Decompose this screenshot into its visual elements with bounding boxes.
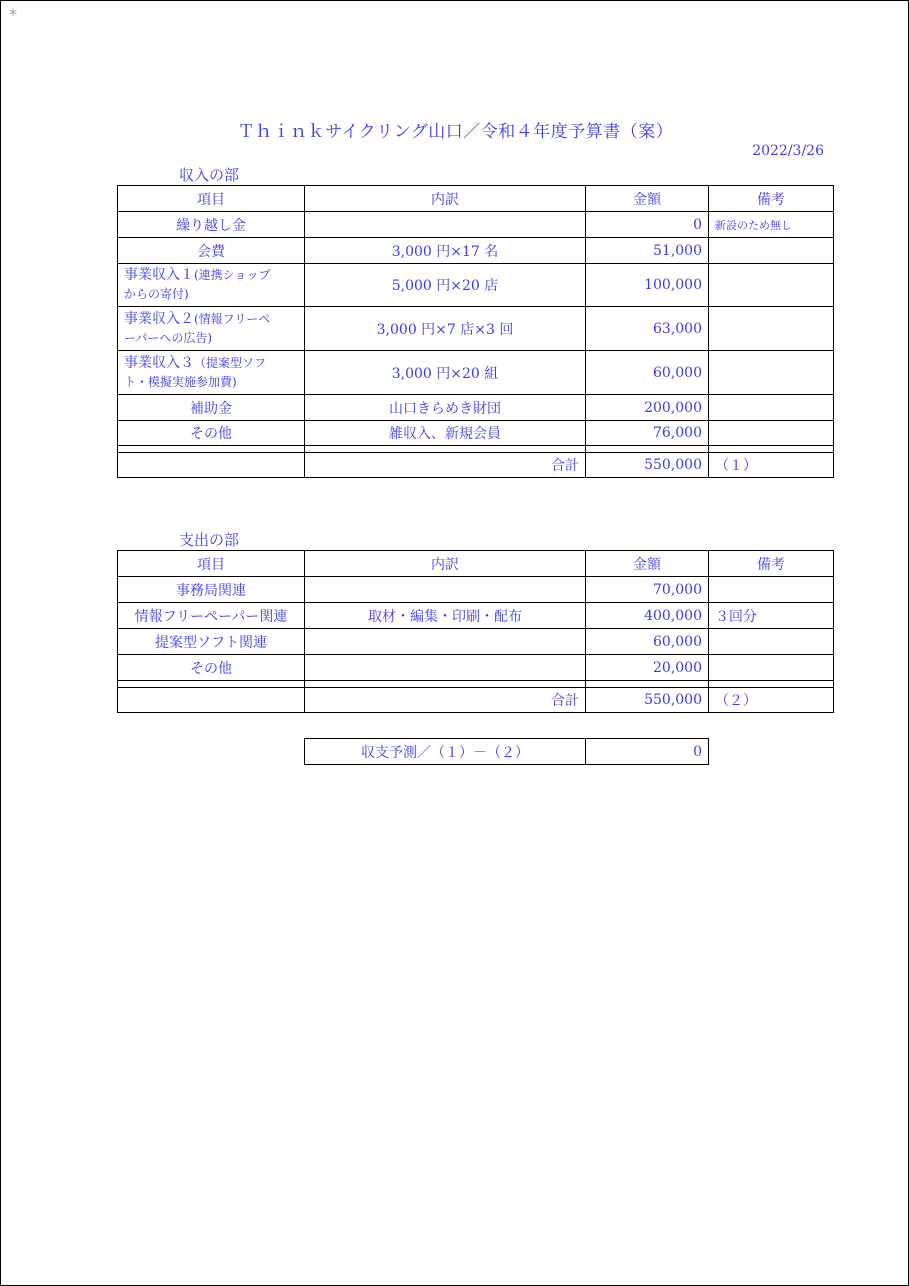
row-note [709, 238, 834, 264]
row-item: 繰り越し金 [118, 212, 305, 238]
header-note: 備考 [709, 186, 834, 212]
row-detail: 山口きらめき財団 [305, 395, 586, 421]
row-amount: 200,000 [586, 395, 709, 421]
row-detail: 3,000 円×17 名 [305, 238, 586, 264]
row-note [709, 629, 834, 655]
table-row [118, 307, 834, 351]
header-note: 備考 [709, 551, 834, 577]
row-item: 事業収入１(連携ショップ からの寄付) [118, 264, 305, 307]
expense-table [117, 550, 834, 713]
header-amount: 金額 [586, 551, 709, 577]
row-note [709, 307, 834, 351]
row-detail: 雑収入、新規会員 [305, 421, 586, 446]
total-note: （１） [709, 453, 834, 478]
table-row [118, 264, 834, 307]
row-amount: 60,000 [586, 629, 709, 655]
row-amount: 63,000 [586, 307, 709, 351]
total-label: 合計 [305, 688, 586, 713]
document-title: Ｔｈｉｎｋサイクリング山口／令和４年度予算書（案） [237, 122, 674, 142]
row-item: その他 [118, 655, 305, 681]
row-note: 新設のため無し [709, 212, 834, 238]
row-note [709, 264, 834, 307]
row-item: 事業収入３（提案型ソフ ト・模擬実施参加費) [118, 351, 305, 395]
row-note [709, 351, 834, 395]
row-amount: 76,000 [586, 421, 709, 446]
balance-table [304, 738, 709, 765]
income-total-row [118, 453, 834, 478]
total-amount: 550,000 [586, 453, 709, 478]
row-amount: 20,000 [586, 655, 709, 681]
table-row [118, 629, 834, 655]
table-row [118, 351, 834, 395]
row-amount: 70,000 [586, 577, 709, 603]
table-row [118, 577, 834, 603]
row-amount: 51,000 [586, 238, 709, 264]
balance-label: 収支予測／（１）－（２） [305, 739, 586, 765]
row-item: その他 [118, 421, 305, 446]
row-item: 事業収入２(情報フリーペ ーパーへの広告) [118, 307, 305, 351]
expense-total-row [118, 688, 834, 713]
balance-row [305, 739, 709, 765]
table-row [118, 395, 834, 421]
table-row [118, 212, 834, 238]
row-detail [305, 212, 586, 238]
row-note: ３回分 [709, 603, 834, 629]
row-amount: 400,000 [586, 603, 709, 629]
total-note: （２） [709, 688, 834, 713]
header-detail: 内訳 [305, 186, 586, 212]
corner-mark: * [9, 5, 17, 24]
row-amount: 0 [586, 212, 709, 238]
income-header-row [118, 186, 834, 212]
header-amount: 金額 [586, 186, 709, 212]
row-item: 事務局関連 [118, 577, 305, 603]
income-table [117, 185, 834, 478]
spacer-row [118, 446, 834, 453]
row-detail: 5,000 円×20 店 [305, 264, 586, 307]
header-item: 項目 [118, 186, 305, 212]
row-detail: 3,000 円×7 店×3 回 [305, 307, 586, 351]
row-note [709, 395, 834, 421]
header-item: 項目 [118, 551, 305, 577]
header-detail: 内訳 [305, 551, 586, 577]
row-detail: 取材・編集・印刷・配布 [305, 603, 586, 629]
row-note [709, 421, 834, 446]
row-detail: 3,000 円×20 組 [305, 351, 586, 395]
total-label: 合計 [305, 453, 586, 478]
row-note [709, 655, 834, 681]
row-note [709, 577, 834, 603]
balance-amount: 0 [586, 739, 709, 765]
document-date: 2022/3/26 [752, 143, 824, 159]
row-detail [305, 629, 586, 655]
row-item: 会費 [118, 238, 305, 264]
table-row [118, 603, 834, 629]
expense-header-row [118, 551, 834, 577]
row-detail [305, 655, 586, 681]
income-section-label: 収入の部 [179, 166, 240, 184]
row-item: 提案型ソフト関連 [118, 629, 305, 655]
row-item: 補助金 [118, 395, 305, 421]
row-item: 情報フリーペーパー関連 [118, 603, 305, 629]
total-amount: 550,000 [586, 688, 709, 713]
table-row [118, 238, 834, 264]
table-row [118, 655, 834, 681]
spacer-row [118, 681, 834, 688]
row-detail [305, 577, 586, 603]
expense-section-label: 支出の部 [179, 531, 240, 549]
table-row [118, 421, 834, 446]
row-amount: 60,000 [586, 351, 709, 395]
row-amount: 100,000 [586, 264, 709, 307]
